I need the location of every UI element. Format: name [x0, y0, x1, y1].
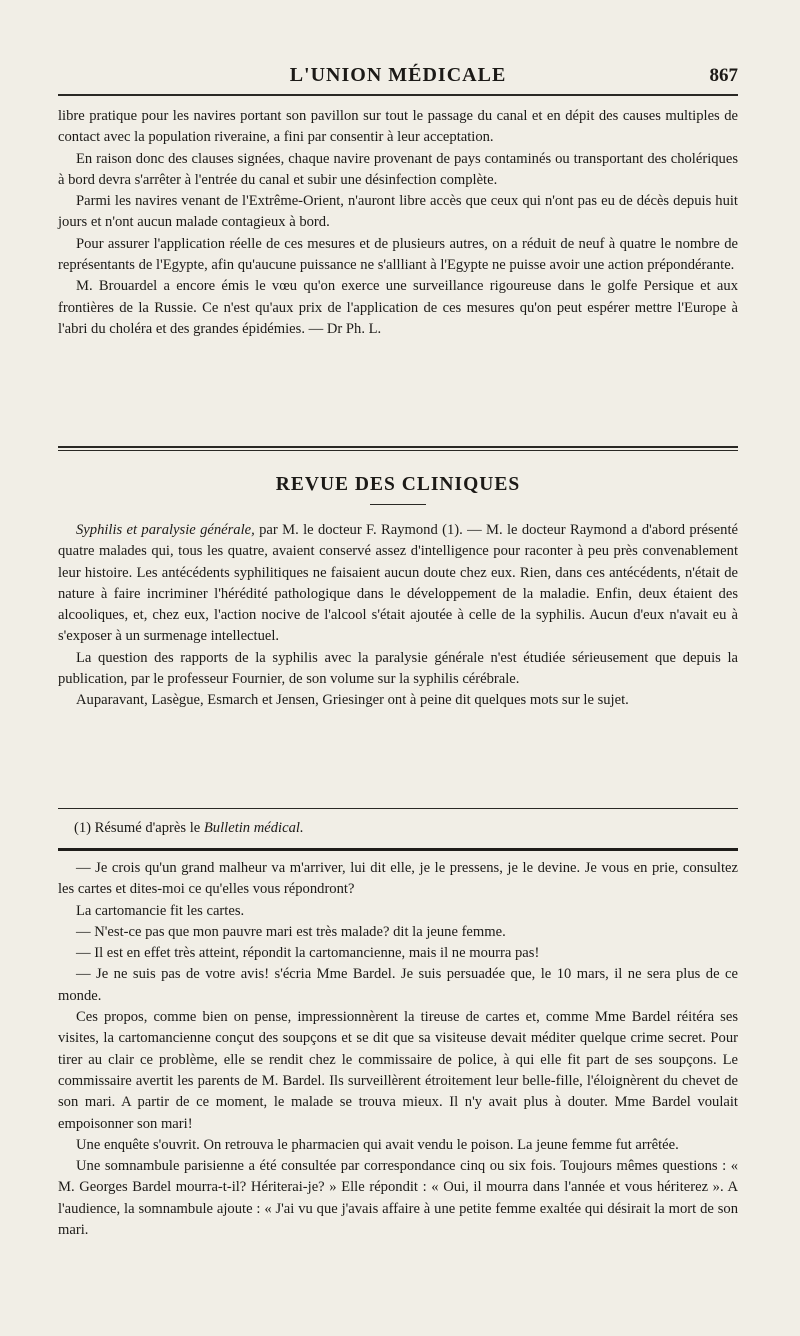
- lead-paragraph: [58, 520, 738, 648]
- running-title: L'UNION MÉDICALE: [289, 64, 507, 86]
- section-body: [58, 520, 738, 712]
- footnote-rule: [58, 808, 738, 809]
- page-header: [58, 62, 738, 98]
- section-separator: [58, 446, 738, 451]
- page-divider: [58, 848, 738, 851]
- lead-title: Syphilis et paralysie générale,: [76, 522, 255, 538]
- footnote: [58, 818, 738, 839]
- paragraph: Pour assurer l'application réelle de ces mesures et de plusieurs autres, on a réduit de neuf à quatre le nombre de représentants de l'Egypte, afin qu'aucune puissance ne s'allliant à l'Egypte ne puisse avoir une action prépondérante.: [58, 235, 738, 274]
- footnote-prefix: (1) Résumé d'après le: [74, 820, 204, 836]
- paragraph: — Je ne suis pas de votre avis! s'écria Mme Bardel. Je suis persuadée que, le 10 mars, il ne sera plus de ce monde.: [58, 966, 738, 1004]
- paragraph: En raison donc des clauses signées, chaque navire provenant de pays contaminés ou transportant des cholériques à bord devra s'arrêter à l'entrée du canal et subir une désinfection complète.: [58, 150, 738, 188]
- paragraph: — Il est en effet très atteint, répondit la cartomancienne, mais il ne mourra pas!: [76, 945, 540, 962]
- paragraph: Une somnambule parisienne a été consultée par correspondance cinq ou six fois. Toujours mêmes questions : « M. Georges Bardel mourra-t-il? Hériterai-je? » Elle répondit : « Oui, il mourra dans l'année et vous hériterez ». A l'audience, la somnambule ajoute : « J'ai vu que j'avais affaire à une petite femme exaltée qui désirait la mort de son mari.: [58, 1158, 738, 1239]
- paragraph: Une enquête s'ouvrit. On retrouva le pharmacien qui avait vendu le poison. La jeune femme fut arrêtée.: [76, 1136, 679, 1153]
- paragraph: Parmi les navires venant de l'Extrême-Orient, n'auront libre accès que ceux qui n'ont pas eu de décès depuis huit jours et n'ont aucun malade contagieux à bord.: [58, 193, 738, 231]
- lower-article: [58, 858, 738, 1241]
- paragraph: La question des rapports de la syphilis avec la paralysie générale n'est étudiée sérieusement que depuis la publication, par le professeur Fournier, de son volume sur la syphilis cérébrale.: [58, 649, 738, 688]
- paragraph: M. Brouardel a encore émis le vœu qu'on exerce une surveillance rigoureuse dans le golfe Persique et aux frontières de la Russie. Ce n'est qu'aux prix de l'application de ces mesures qu'on peut espérer mettre l'Europe à l'abri du choléra et des grandes épidémies. — Dr Ph. L.: [58, 278, 738, 337]
- paragraph: La cartomancie fit les cartes.: [76, 902, 245, 919]
- section-heading-block: [58, 474, 738, 505]
- paragraph: — Je crois qu'un grand malheur va m'arriver, lui dit elle, je le pressens, je le devine. Je vous en prie, consultez les cartes et dites-moi ce qu'elles vous répondront?: [58, 860, 738, 898]
- paragraph: libre pratique pour les navires portant son pavillon sur tout le passage du canal et en dépit des causes multiples de contact avec la population riveraine, a fini par consentir à leur acceptation.: [58, 108, 738, 146]
- paragraph: Auparavant, Lasègue, Esmarch et Jensen, Griesinger ont à peine dit quelques mots sur le sujet.: [76, 692, 629, 709]
- footnote-source: Bulletin médical.: [203, 820, 304, 836]
- top-article-continuation: [58, 106, 738, 340]
- page-number: 867: [709, 65, 738, 86]
- paragraph: Ces propos, comme bien on pense, impressionnèrent la tireuse de cartes et, comme Mme Bardel réitéra ses visites, la cartomancienne conçut des soupçons et se dit que sa visiteuse devait méditer quelque crime secret. Pour tirer au clair ce problème, elle se rendit chez le commissaire de police, à qui elle fit part de ses soupçons. Le commissaire avertit les parents de M. Bardel. Ils surveillèrent étroitement leur belle-fille, l'éloignèrent du chevet de son mari. A partir de ce moment, le malade se trouva mieux. Il n'y avait plus à douter. Mme Bardel voulait empoisonner son mari!: [58, 1009, 738, 1132]
- section-title: REVUE DES CLINIQUES: [275, 474, 521, 495]
- title-underline: [370, 504, 426, 505]
- header-rule: [58, 94, 738, 96]
- lead-text: par M. le docteur F. Raymond (1). — M. le docteur Raymond a d'abord présenté quatre malades qui, tous les quatre, avaient conservé assez d'intelligence pour raconter à peu près convenablement leur histoire. Les antécédents syphilitiques ne faisaient aucun doute chez eux. Rien, dans ces antécédents, n'était de nature à faire incriminer l'hérédité pathologique dans le développement de la maladie. Enfin, deux étaient des alcooliques, et, chez eux, l'action nocive de l'alcool s'était ajoutée à celle de la syphilis. Aucun d'eux n'avait eu à s'exposer à un surmenage intellectuel.: [58, 522, 738, 645]
- paragraph: — N'est-ce pas que mon pauvre mari est très malade? dit la jeune femme.: [76, 923, 506, 940]
